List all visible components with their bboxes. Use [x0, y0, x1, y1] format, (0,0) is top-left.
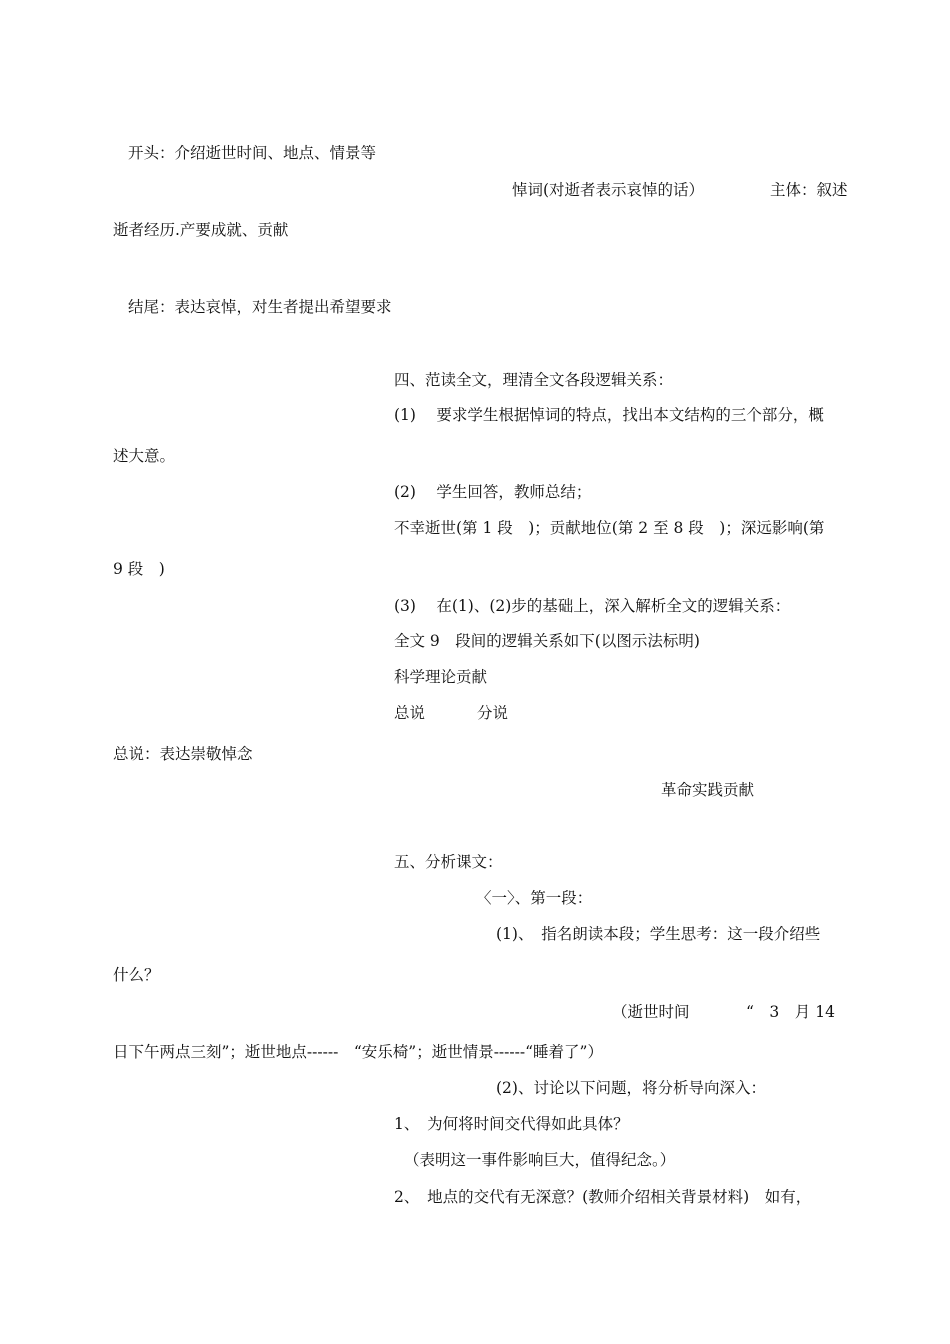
- text-line: 全文 9 段间的逻辑关系如下(以图示法标明): [394, 632, 700, 650]
- text-line: 述大意。: [113, 447, 176, 465]
- text-line: “ 3 月 14: [746, 1003, 835, 1021]
- text-line: （表明这一事件影响巨大，值得纪念。）: [404, 1151, 676, 1169]
- diagram-label: 总说：表达崇敬悼念: [113, 745, 253, 763]
- text-line: (3) 在(1)、(2)步的基础上，深入解析全文的逻辑关系：: [394, 597, 791, 615]
- text-line: (1)、 指名朗读本段；学生思考：这一段介绍些: [496, 925, 821, 943]
- section-heading: 五、分析课文：: [394, 853, 503, 871]
- text-line: (2) 学生回答，教师总结；: [394, 483, 592, 501]
- diagram-label: 革命实践贡献: [661, 781, 755, 799]
- text-line: 逝者经历.产要成就、贡献: [113, 221, 289, 239]
- section-heading: 四、范读全文，理清全文各段逻辑关系：: [394, 371, 674, 389]
- text-line: 1、 为何将时间交代得如此具体？: [394, 1115, 629, 1133]
- text-line: 悼词(对逝者表示哀悼的话）: [512, 181, 705, 199]
- text-line: (1) 要求学生根据悼词的特点，找出本文结构的三个部分，概: [394, 406, 824, 424]
- text-line: 2、 地点的交代有无深意？(教师介绍相关背景材料) 如有，: [394, 1188, 812, 1206]
- diagram-label: 分说: [477, 704, 509, 722]
- text-line: 结尾：表达哀悼，对生者提出希望要求: [128, 298, 392, 316]
- text-line: 9 段 ): [113, 560, 165, 578]
- text-line: 主体：叙述: [770, 181, 848, 199]
- text-line: 不幸逝世(第 1 段 )；贡献地位(第 2 至 8 段 )；深远影响(第: [394, 519, 825, 537]
- text-line: 什么？: [113, 966, 160, 984]
- text-line: 〈一〉、第一段：: [476, 889, 593, 907]
- text-line: 日下午两点三刻”；逝世地点------ “安乐椅”；逝世情景------“睡着了”）: [113, 1043, 603, 1061]
- text-line: （逝世时间: [612, 1003, 690, 1021]
- text-line: 开头：介绍逝世时间、地点、情景等: [128, 144, 377, 162]
- diagram-label: 科学理论贡献: [394, 668, 488, 686]
- text-line: (2)、讨论以下问题，将分析导向深入：: [496, 1079, 766, 1097]
- diagram-label: 总说: [394, 704, 426, 722]
